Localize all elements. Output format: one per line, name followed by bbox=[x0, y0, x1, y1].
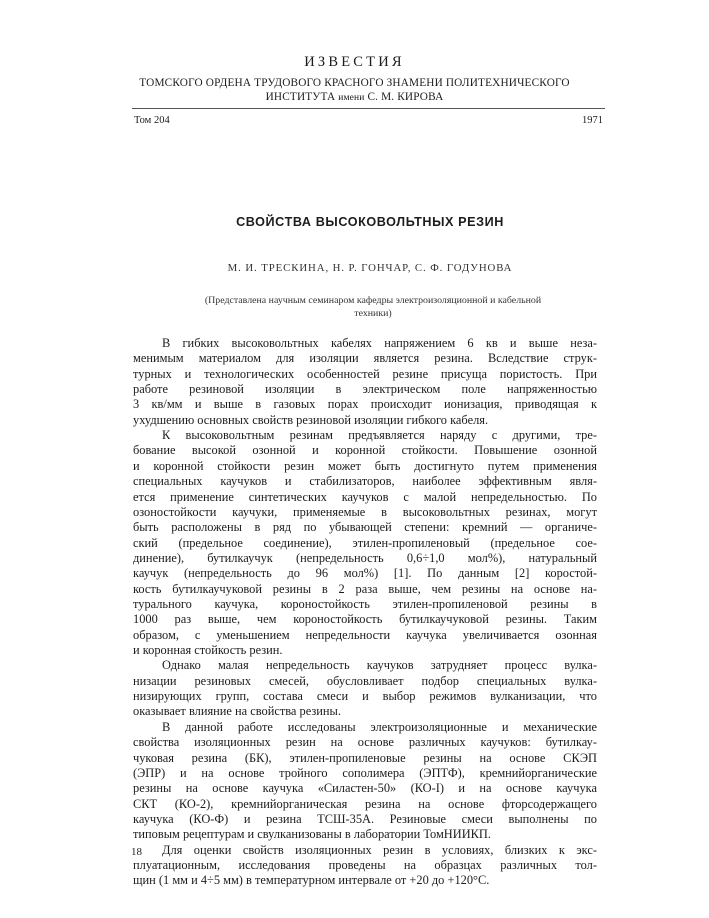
journal-subtitle-line1: ТОМСКОГО ОРДЕНА ТРУДОВОГО КРАСНОГО ЗНАМЕНИ ПОЛИТЕХНИЧЕСКОГО bbox=[139, 77, 570, 89]
presented-note bbox=[150, 295, 596, 320]
body-line: свойства изоляционных резин на основе различных каучуков: бутилкау- bbox=[133, 735, 597, 750]
body-line: ухудшению основных свойств резиновой изоляции гибкого кабеля. bbox=[133, 412, 489, 427]
page-number: 18 bbox=[131, 846, 142, 858]
body-line: каучук (непредельность до 96 мол%) [1]. По данным [2] коростой- bbox=[133, 566, 597, 581]
article-title: СВОЙСТВА ВЫСОКОВОЛЬТНЫХ РЕЗИН bbox=[236, 215, 504, 229]
named-after-word: имени bbox=[338, 93, 365, 103]
body-line: щин (1 мм и 4÷5 мм) в температурном интервале от +20 до +120°С. bbox=[133, 873, 490, 888]
body-line: турных и технологических особенностей резине присуща пористость. При bbox=[133, 366, 597, 381]
body-line: кость бутилкаучуковой резины в 2 раза выше, чем резины на основе на- bbox=[133, 581, 597, 596]
body-line: бование высокой озонной и коронной стойкости. Повышение озонной bbox=[133, 443, 597, 458]
body-line: 1000 раз выше, чем короностойкость бутилкаучуковой резины. Таким bbox=[133, 612, 597, 627]
body-line: Для оценки свойств изоляционных резин в условиях, близких к экс- bbox=[162, 842, 597, 857]
presented-note-line2: техники) bbox=[354, 307, 392, 319]
body-line: образом, с уменьшением непредельности каучука увеличивается озонная bbox=[133, 627, 597, 642]
body-line: ется применение синтетических каучуков с малой непредельностью. По bbox=[133, 489, 597, 504]
body-line: чуковая резина (БК), этилен-пропиленовые резины на основе СКЭП bbox=[133, 750, 597, 765]
year-label: 1971 bbox=[582, 115, 603, 126]
body-line: В гибких высоковольтных кабелях напряжением 6 кв и выше неза- bbox=[162, 336, 597, 350]
body-line: и коронная стойкость резин. bbox=[133, 643, 283, 657]
presented-note-line1: (Представлена научным семинаром кафедры электроизоляционной и кабельной bbox=[204, 295, 542, 306]
journal-title: ИЗВЕСТИЯ bbox=[304, 54, 405, 70]
institute-word: ИНСТИТУТА bbox=[265, 91, 336, 103]
body-line: типовым рецептурам и свулканизованы в лаборатории ТомНИИКП. bbox=[133, 827, 491, 842]
body-line: резины на основе каучука «Силастен-50» (КО-I) и на основе каучука bbox=[133, 781, 597, 796]
body-line: низации резиновых смесей, обусловливает подбор специальных вулка- bbox=[133, 673, 597, 688]
body-line: К высоковольтным резинам предъявляется наряду с другими, тре- bbox=[162, 428, 597, 443]
body-line: каучука (КО-Ф) и резина ТСШ-35А. Резиновые смеси выполнены по bbox=[133, 811, 597, 826]
body-line: оказывает влияние на свойства резины. bbox=[133, 704, 341, 719]
body-line: быть расположены в ряд по убывающей степени: кремний — органиче- bbox=[133, 520, 597, 535]
body-line: 3 кв/мм и выше в газовых порах происходит ионизация, приводящая к bbox=[133, 397, 597, 412]
body-line: специальных каучуков и стабилизаторов, наиболее эффективным явля- bbox=[133, 474, 597, 489]
body-line: озоностойкости каучуки, применяемые в высоковольтных резинах, могут bbox=[133, 504, 597, 519]
journal-subtitle-line2 bbox=[0, 91, 709, 103]
body-line: Однако малая непредельность каучуков затрудняет процесс вулка- bbox=[162, 658, 597, 673]
article-authors: М. И. ТРЕСКИНА, Н. Р. ГОНЧАР, С. Ф. ГОДУНОВА bbox=[227, 262, 513, 274]
body-line: турального каучука, короностойкость этилен-пропиленовой резины в bbox=[133, 597, 597, 611]
body-line: и коронной стойкости резин может быть достигнуто путем применения bbox=[133, 458, 597, 473]
body-line: низирующих групп, состава смеси и выбор режимов вулканизации, что bbox=[133, 689, 597, 703]
body-line: В данной работе исследованы электроизоляционные и механические bbox=[162, 719, 597, 734]
body-line: менимым материалом для изоляции является резина. Вследствие струк- bbox=[133, 351, 597, 366]
body-line: СКТ (КО-2), кремнийорганическая резина на основе фторсодержащего bbox=[133, 796, 597, 811]
body-line: работе резиновой изоляции в электрическом поле напряженностью bbox=[133, 382, 597, 397]
body-line: динение), бутилкаучук (непредельность 0,6÷1,0 мол%), натуральный bbox=[133, 550, 597, 565]
volume-label: Том 204 bbox=[134, 115, 170, 126]
header-rule bbox=[132, 108, 605, 109]
body-line: плуатационным, исследования проведены на образцах различных тол- bbox=[133, 857, 597, 872]
kirov-name: С. М. КИРОВА bbox=[367, 91, 444, 103]
body-line: ский (предельное соединение), этилен-пропиленовый (предельное сое- bbox=[133, 535, 597, 550]
body-line: (ЭПР) и на основе тройного сополимера (ЭПТФ), кремнийорганические bbox=[133, 765, 597, 780]
